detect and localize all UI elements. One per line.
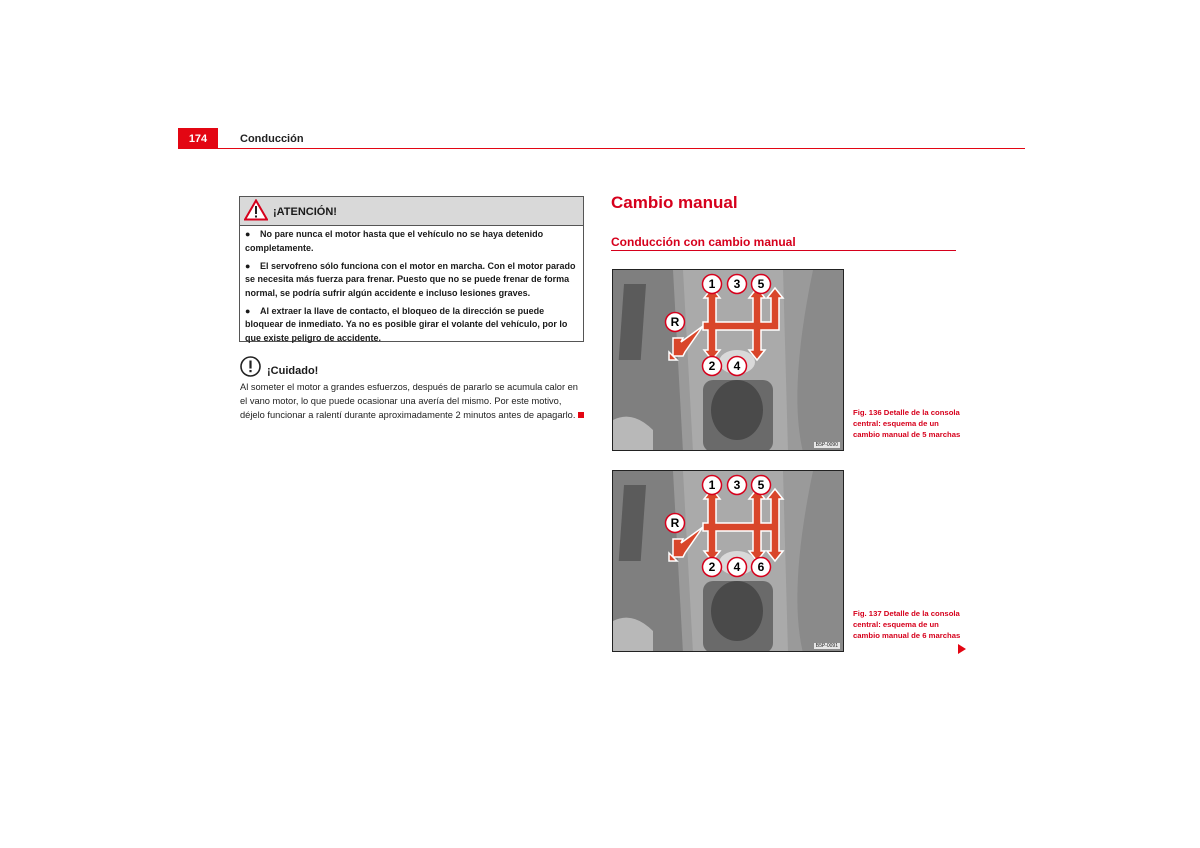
exclamation-circle-icon bbox=[240, 356, 261, 377]
gear-label-1: 1 bbox=[708, 478, 716, 492]
warning-list bbox=[245, 228, 580, 350]
figure-136-caption: Fig. 136 Detalle de la consola central: esquema de un cambio manual de 5 marchas bbox=[853, 408, 961, 439]
gear-label-reverse: R bbox=[670, 516, 680, 530]
header-rule bbox=[178, 148, 1025, 149]
main-heading: Cambio manual bbox=[611, 193, 738, 212]
gearshift-illustration-6 bbox=[613, 471, 844, 652]
gear-label-1: 1 bbox=[708, 277, 716, 291]
gear-label-3: 3 bbox=[733, 277, 741, 291]
gear-label-3: 3 bbox=[733, 478, 741, 492]
warning-item: ● No pare nunca el motor hasta que el vehículo no se haya detenido completamente. bbox=[245, 229, 544, 253]
warning-item: ● El servofreno sólo funciona con el motor en marcha. Con el motor parado se necesita más fuerza para frenar. Puesto que no se puede frenar de forma normal, se podría sufrir algún accidente e incluso lesiones graves. bbox=[245, 260, 576, 298]
gear-label-5: 5 bbox=[757, 478, 765, 492]
gear-label-2: 2 bbox=[708, 560, 716, 574]
warning-triangle-icon bbox=[244, 199, 268, 221]
caution-title: ¡Cuidado! bbox=[267, 365, 319, 377]
warning-box bbox=[239, 196, 584, 342]
gear-label-4: 4 bbox=[733, 359, 741, 373]
figure-137-caption: Fig. 137 Detalle de la consola central: esquema de un cambio manual de 6 marchas bbox=[853, 609, 961, 640]
gearshift-illustration-5 bbox=[613, 270, 844, 451]
figure-136 bbox=[612, 269, 844, 451]
gear-label-reverse: R bbox=[670, 315, 680, 329]
gear-label-6: 6 bbox=[757, 560, 765, 574]
end-of-section-marker bbox=[578, 412, 584, 418]
figure-code: B5P-0090 bbox=[815, 442, 838, 448]
gear-label-5: 5 bbox=[757, 277, 765, 291]
warning-header bbox=[240, 197, 583, 226]
page-number: 174 bbox=[178, 128, 218, 149]
subheading-rule bbox=[611, 250, 956, 251]
warning-item: ● Al extraer la llave de contacto, el bloqueo de la dirección se puede bloquear de inmediato. Ya no es posible girar el volante del vehículo, por lo que existe peligro de accidente. bbox=[245, 305, 568, 343]
figure-code: B5P-0091 bbox=[815, 643, 838, 649]
caution-text: Al someter el motor a grandes esfuerzos, después de pararlo se acumula calor en el vano motor, lo que puede ocasionar una avería del mismo. Por este motivo, déjelo funcionar a ralentí durante aproximadamente 2 minutos antes de apagarlo. bbox=[240, 380, 585, 423]
section-title: Conducción bbox=[240, 133, 304, 145]
warning-title: ¡ATENCIÓN! bbox=[273, 206, 337, 218]
gear-label-4: 4 bbox=[733, 560, 741, 574]
figure-137 bbox=[612, 470, 844, 652]
sub-heading: Conducción con cambio manual bbox=[611, 235, 796, 249]
next-page-arrow-icon bbox=[958, 644, 966, 654]
gear-label-2: 2 bbox=[708, 359, 716, 373]
